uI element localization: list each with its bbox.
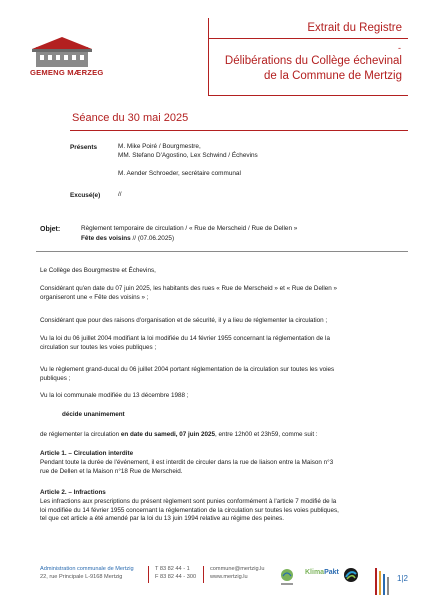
article-2-line-1: Les infractions aux prescriptions du présent règlement sont punies conformément à l'article 7 modifié de la: [40, 498, 337, 505]
article-1-title: Article 1. – Circulation interdite: [40, 450, 134, 457]
decision-date: en date du samedi, 07 juin 2025: [120, 431, 215, 438]
logo-text: GEMENG MÆRZEG: [30, 68, 104, 77]
footer-fax: F 83 82 44 - 300: [155, 573, 197, 580]
presents-line-1: M. Mike Poiré / Bourgmestre,: [118, 143, 201, 150]
footer-tel: T 83 82 44 - 1: [155, 566, 190, 572]
header-box: [208, 18, 408, 96]
klimapakt-logo: [305, 569, 339, 576]
footer-email[interactable]: commune@mertzig.lu: [210, 566, 265, 572]
article-1-text: [40, 459, 400, 476]
header-dash: -: [398, 43, 401, 53]
footer-phone-block: [155, 566, 196, 582]
considering-1-a: Considérant qu'en date du 07 juin 2025, les habitants des rues « Rue de Merscheid » et « Rue de Dellen »: [40, 285, 338, 292]
footer-contact-block: [210, 566, 265, 582]
fairtrade-icon: [343, 567, 359, 590]
decision: décide unanimement: [62, 411, 125, 418]
klimapakt-text-b: Pakt: [324, 569, 339, 576]
header-subtitle-2: de la Commune de Mertzig: [263, 70, 402, 82]
footer-address-block: [40, 566, 134, 582]
page-number: 1|2: [397, 574, 408, 583]
decorative-bars-icon: [375, 568, 393, 595]
header-divider: [209, 38, 408, 39]
legal-basis-1-b: circulation sur toutes les voies publiques ;: [40, 343, 157, 351]
footer-admin: Administration communale de Mertzig: [40, 566, 134, 572]
article-2-text: [40, 498, 400, 524]
footer-separator: [148, 566, 149, 583]
footer-separator: [203, 566, 204, 583]
excuses-label: Excusé(e): [70, 192, 101, 199]
klimapakt-text-a: Klima: [305, 569, 325, 576]
header-subtitle: Délibérations du Collège échevinal: [224, 55, 402, 67]
presents-line-2: MM. Stefano D'Agostino, Lex Schwind / Échevins: [118, 152, 258, 159]
presents-label: Présents: [70, 144, 97, 151]
objet-line-1: Règlement temporaire de circulation / « Rue de Merscheid / Rue de Dellen »: [81, 225, 298, 232]
considering-1-b: organiseront une « Fête des voisins » ;: [40, 293, 149, 301]
considering-2: Considérant que pour des raisons d'organisation et de sécurité, il y a lieu de réglementer la circulation ;: [40, 317, 328, 324]
excuses-value: //: [118, 191, 122, 198]
commune-logo: [30, 37, 104, 77]
legal-basis-2: [40, 366, 400, 383]
article-2-title: Article 2. – Infractions: [40, 489, 106, 496]
seance-divider: [70, 130, 408, 131]
legal-basis-1: [40, 335, 400, 352]
objet-date: // (07.06.2025): [130, 235, 175, 242]
secretary-line: M. Aender Schroeder, secrétaire communal: [118, 170, 241, 177]
objet-label: Objet:: [40, 226, 61, 233]
building-icon: [30, 37, 94, 67]
decision-text-c: , entre 12h00 et 23h59, comme suit :: [215, 431, 318, 438]
article-2-line-3: tel que cet article a été amendé par la loi du 13 juin 1994 relative au régime des peines.: [40, 515, 284, 523]
seance-date: Séance du 30 mai 2025: [72, 112, 189, 124]
legal-basis-1-a: Vu la loi du 06 juillet 2004 modifiant la loi modifiée du 14 février 1955 concernant la réglementation de la: [40, 335, 330, 342]
body-intro: Le Collège des Bourgmestre et Échevins,: [40, 267, 156, 274]
legal-basis-3: Vu la loi communale modifiée du 13 décembre 1988 ;: [40, 392, 189, 399]
header-title: Extrait du Registre: [307, 22, 402, 34]
footer-web[interactable]: www.mertzig.lu: [210, 573, 248, 580]
article-1-line-1: Pendant toute la durée de l'événement, il est interdit de circuler dans la rue de liaison entre la Maison n°3: [40, 459, 334, 466]
objet-line-2: [81, 235, 174, 244]
decision-text: [40, 431, 400, 440]
article-2-line-2: loi modifiée du 14 février 1955 concernant la réglementation de la circulation sur toutes les voies publiques,: [40, 506, 339, 514]
nature-emblem-icon: [278, 567, 296, 592]
legal-basis-2-a: Vu le règlement grand-ducal du 06 juillet 2004 portant réglementation de la circulation sur toutes les voies: [40, 366, 335, 373]
objet-highlight: Fête des voisins: [81, 235, 131, 242]
footer-address: 22, rue Principale L-9168 Mertzig: [40, 573, 123, 580]
article-1-line-2: rue de Dellen et la Maison n°18 Rue de Merscheid.: [40, 467, 183, 475]
objet-divider: [36, 251, 408, 252]
considering-1: [40, 285, 400, 302]
legal-basis-2-b: publiques ;: [40, 374, 71, 382]
decision-text-a: de réglementer la circulation: [40, 431, 121, 438]
